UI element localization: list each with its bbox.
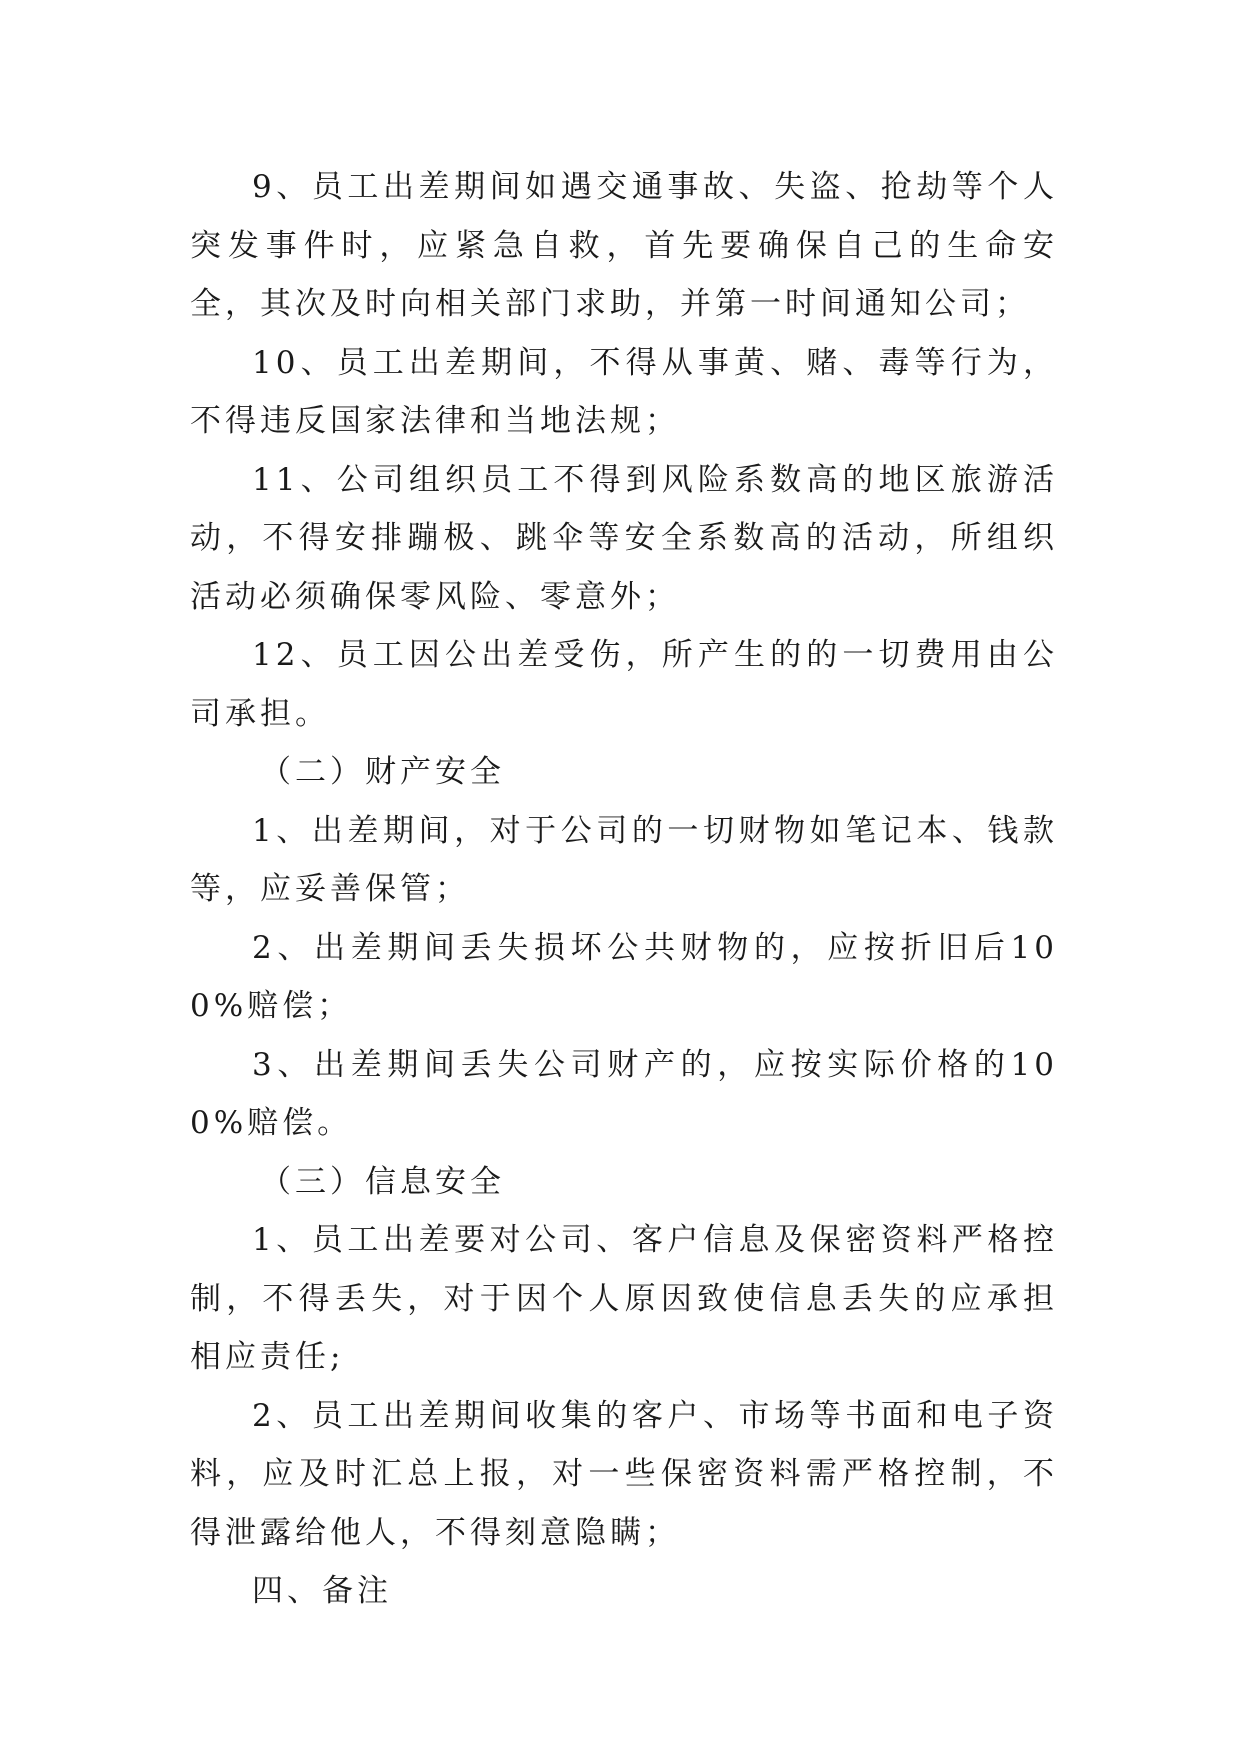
section-heading-property-safety: （二）财产安全 [260, 754, 505, 790]
paragraph-property-1: 1、出差期间，对于公司的一切财物如笔记本、钱款等，应妥善保管； [190, 812, 1058, 907]
paragraph-info-2: 2、员工出差期间收集的客户、市场等书面和电子资料，应及时汇总上报，对一些保密资料需严格控制，不得泄露给他人，不得刻意隐瞒； [190, 1397, 1058, 1551]
document-body [190, 158, 1058, 1621]
section-heading-information-safety: （三）信息安全 [260, 1163, 505, 1200]
paragraph-info-1: 1、员工出差要对公司、客户信息及保密资料严格控制，不得丢失，对于因个人原因致使信息丢失的应承担相应责任; [190, 1222, 1058, 1375]
section-heading-remarks: 四、备注 [252, 1573, 392, 1609]
paragraph-item-9: 9、员工出差期间如遇交通事故、失盗、抢劫等个人突发事件时，应紧急自救，首先要确保自己的生命安全，其次及时向相关部门求助，并第一时间通知公司； [190, 169, 1058, 322]
paragraph-property-3: 3、出差期间丢失公司财产的，应按实际价格的100%赔偿。 [190, 1046, 1058, 1141]
paragraph-item-10: 10、员工出差期间，不得从事黄、赌、毒等行为，不得违反国家法律和当地法规； [190, 344, 1058, 439]
paragraph-item-12: 12、员工因公出差受伤，所产生的的一切费用由公司承担。 [190, 637, 1058, 732]
paragraph-item-11: 11、公司组织员工不得到风险系数高的地区旅游活动，不得安排蹦极、跳伞等安全系数高的活动，所组织活动必须确保零风险、零意外； [190, 461, 1058, 615]
paragraph-property-2: 2、出差期间丢失损坏公共财物的，应按折旧后100%赔偿； [190, 929, 1058, 1024]
